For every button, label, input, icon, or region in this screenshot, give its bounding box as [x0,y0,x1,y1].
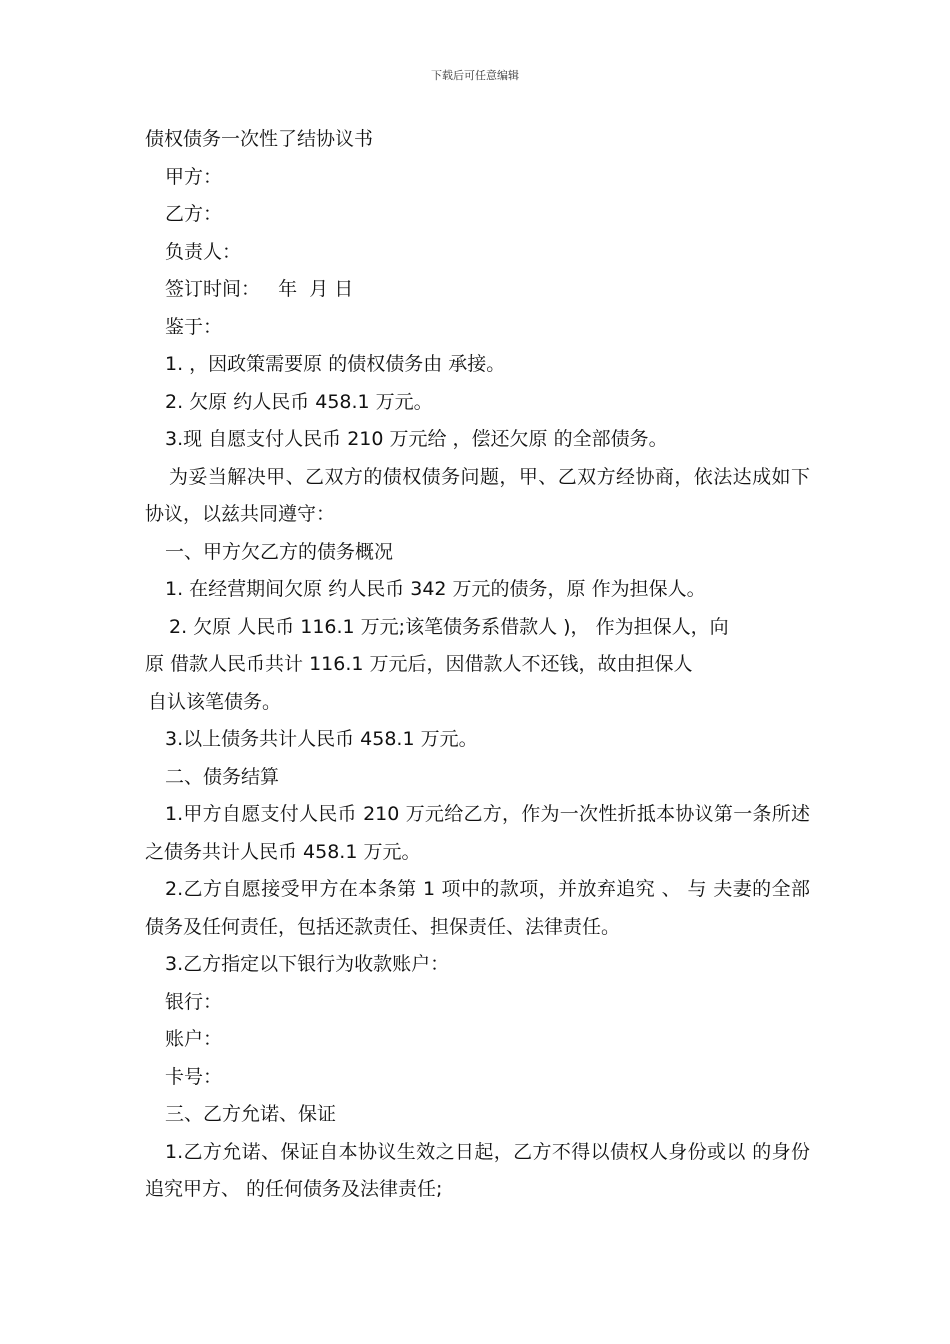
section-3-heading: 三、乙方允诺、保证 [165,1103,337,1125]
document-title: 债权债务一次性了结协议书 [145,128,374,150]
whereas-item-1: 1. ，因政策需要原 的债权债务由 承接。 [165,353,506,375]
section-2-heading: 二、债务结算 [165,765,280,788]
page-header: 下载后可任意编辑 [431,69,519,82]
section-1-item-2-line-3: 自认该笔债务。 [148,690,282,713]
whereas-item-2: 2. 欠原 约人民币 458.1 万元。 [165,390,433,413]
responsible-person-line: 负责人： [165,240,242,263]
whereas-item-3: 3.现 自愿支付人民币 210 万元给 ，偿还欠原 的全部债务。 [165,428,668,450]
section-2-item-2: 2.乙方自愿接受甲方在本条第 1 项中的款项，并放弃追究 、 与 夫妻的全部债务及任何责任，包括还款责任、担保责任、法律责任。 [145,878,810,938]
party-b-line: 乙方： [165,203,223,225]
section-1-item-1: 1. 在经营期间欠原 约人民币 342 万元的债务，原 作为担保人。 [165,578,706,600]
signing-date-line: 签订时间： 年 月 日 [165,278,354,300]
bank-line: 银行： [165,990,223,1013]
section-1-heading: 一、甲方欠乙方的债务概况 [165,540,394,563]
section-2-item-1: 1.甲方自愿支付人民币 210 万元给乙方，作为一次性折抵本协议第一条所述之债务共计人民币 458.1 万元。 [145,803,810,863]
party-a-line: 甲方： [165,165,223,188]
section-1-item-2-line-2: 原 借款人民币共计 116.1 万元后，因借款人不还钱，故由担保人 [145,653,693,675]
section-1-item-3: 3.以上债务共计人民币 458.1 万元。 [165,728,478,750]
whereas-heading: 鉴于： [165,315,223,338]
account-line: 账户： [165,1028,223,1050]
section-2-item-3: 3.乙方指定以下银行为收款账户： [165,953,450,975]
section-3-item-1: 1.乙方允诺、保证自本协议生效之日起，乙方不得以债权人身份或以 的身份追究甲方、 的任何债务及法律责任; [145,1140,810,1200]
preamble-paragraph: 为妥当解决甲、乙双方的债权债务问题，甲、乙双方经协商，依法达成如下协议，以兹共同遵守： [145,465,810,525]
card-number-line: 卡号： [165,1065,223,1088]
section-1-item-2-line-1: 2. 欠原 人民币 116.1 万元;该笔债务系借款人 )， 作为担保人，向 [169,615,729,638]
document-body [145,121,810,1209]
